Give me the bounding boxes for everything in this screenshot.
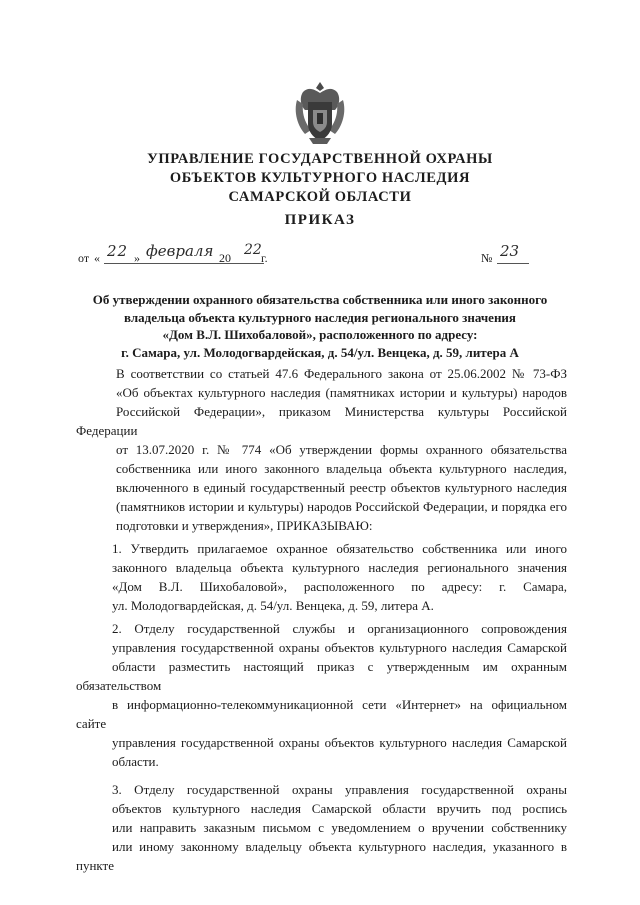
- text-line: 2. Отделу государственной службы и организационного сопровождения: [112, 621, 567, 636]
- text-line: Российской Федерации», приказом Министерства культуры Российской Федерации: [76, 404, 567, 438]
- order-number: [481, 244, 561, 268]
- number-value: 23: [500, 242, 520, 260]
- subject-line: Об утверждении охранного обязательства собственника или иного законного: [92, 292, 548, 307]
- item-1-paragraph: [76, 539, 567, 615]
- order-body: [76, 364, 567, 879]
- date-prefix: от: [78, 251, 90, 265]
- document-title: ПРИКАЗ: [284, 212, 356, 228]
- coat-of-arms-icon: [291, 80, 349, 146]
- text-line: ул. Молодогвардейская, д. 54/ул. Венцека, д. 59, литера А.: [112, 598, 434, 613]
- date-year-prefix: 20: [219, 251, 231, 265]
- order-subject: [60, 291, 580, 361]
- text-line: законного владельца объекта культурного наследия регионального значения: [112, 560, 567, 575]
- text-line: подготовки и утверждения», ПРИКАЗЫВАЮ:: [116, 518, 373, 533]
- intro-paragraph: [76, 364, 567, 535]
- text-line: управления государственной охраны объектов культурного наследия Самарской: [112, 735, 567, 750]
- text-line: В соответствии со статьей 47.6 Федерального закона от 25.06.2002 № 73-ФЗ: [116, 366, 567, 381]
- date-underline: [104, 263, 264, 264]
- text-line: собственника или иного законного владельца объекта культурного наследия,: [116, 461, 567, 476]
- text-line: в информационно-телекоммуникационной сети «Интернет» на официальном сайте: [76, 697, 567, 731]
- number-underline: [497, 263, 529, 264]
- subject-line: «Дом В.Л. Шихобаловой», расположенного по адресу:: [162, 327, 478, 342]
- date-month: февраля: [146, 242, 214, 260]
- agency-header-line: САМАРСКОЙ ОБЛАСТИ: [228, 189, 412, 205]
- subject-line: г. Самара, ул. Молодогвардейская, д. 54/ул. Венцека, д. 59, литера А: [121, 344, 519, 360]
- agency-header-line: ОБЪЕКТОВ КУЛЬТУРНОГО НАСЛЕДИЯ: [169, 170, 471, 186]
- agency-header-line: УПРАВЛЕНИЕ ГОСУДАРСТВЕННОЙ ОХРАНЫ: [147, 151, 493, 167]
- text-line: (памятников истории и культуры) народов Российской Федерации, и порядка его: [116, 499, 567, 514]
- order-date: [78, 242, 278, 268]
- item-3-paragraph: [76, 780, 567, 875]
- subject-line: владельца объекта культурного наследия регионального значения: [124, 309, 516, 325]
- date-year-suffix: 22: [244, 242, 262, 258]
- text-line: объектов культурного наследия Самарской области вручить под роспись: [112, 801, 567, 816]
- text-line: от 13.07.2020 г. № 774 «Об утверждении формы охранного обязательства: [116, 442, 567, 457]
- date-quote-open: «: [94, 251, 100, 265]
- date-suffix: г.: [261, 251, 268, 265]
- text-line: 3. Отделу государственной охраны управления государственной охраны: [112, 782, 567, 797]
- item-2-paragraph: [76, 619, 567, 771]
- text-line: или иному законному владельцу объекта культурного наследия, указанного в пункте: [76, 839, 567, 873]
- text-line: области.: [112, 754, 159, 769]
- date-day: 22: [107, 242, 129, 260]
- text-line: «Дом В.Л. Шихобаловой», расположенного по адресу: г. Самара,: [112, 579, 567, 594]
- text-line: области разместить настоящий приказ с утвержденным им охранным обязательством: [76, 659, 567, 693]
- text-line: управления государственной охраны объектов культурного наследия Самарской: [112, 640, 567, 655]
- text-line: включенного в единый государственный реестр объектов культурного наследия: [116, 480, 567, 495]
- agency-header: [70, 150, 570, 207]
- number-label: №: [481, 251, 493, 265]
- text-line: 1. Утвердить прилагаемое охранное обязательство собственника или иного: [112, 541, 567, 556]
- text-line: «Об объектах культурного наследия (памятниках истории и культуры) народов: [116, 385, 567, 400]
- date-quote-close: »: [134, 251, 140, 265]
- text-line: или направить заказным письмом с уведомлением о вручении собственнику: [112, 820, 567, 835]
